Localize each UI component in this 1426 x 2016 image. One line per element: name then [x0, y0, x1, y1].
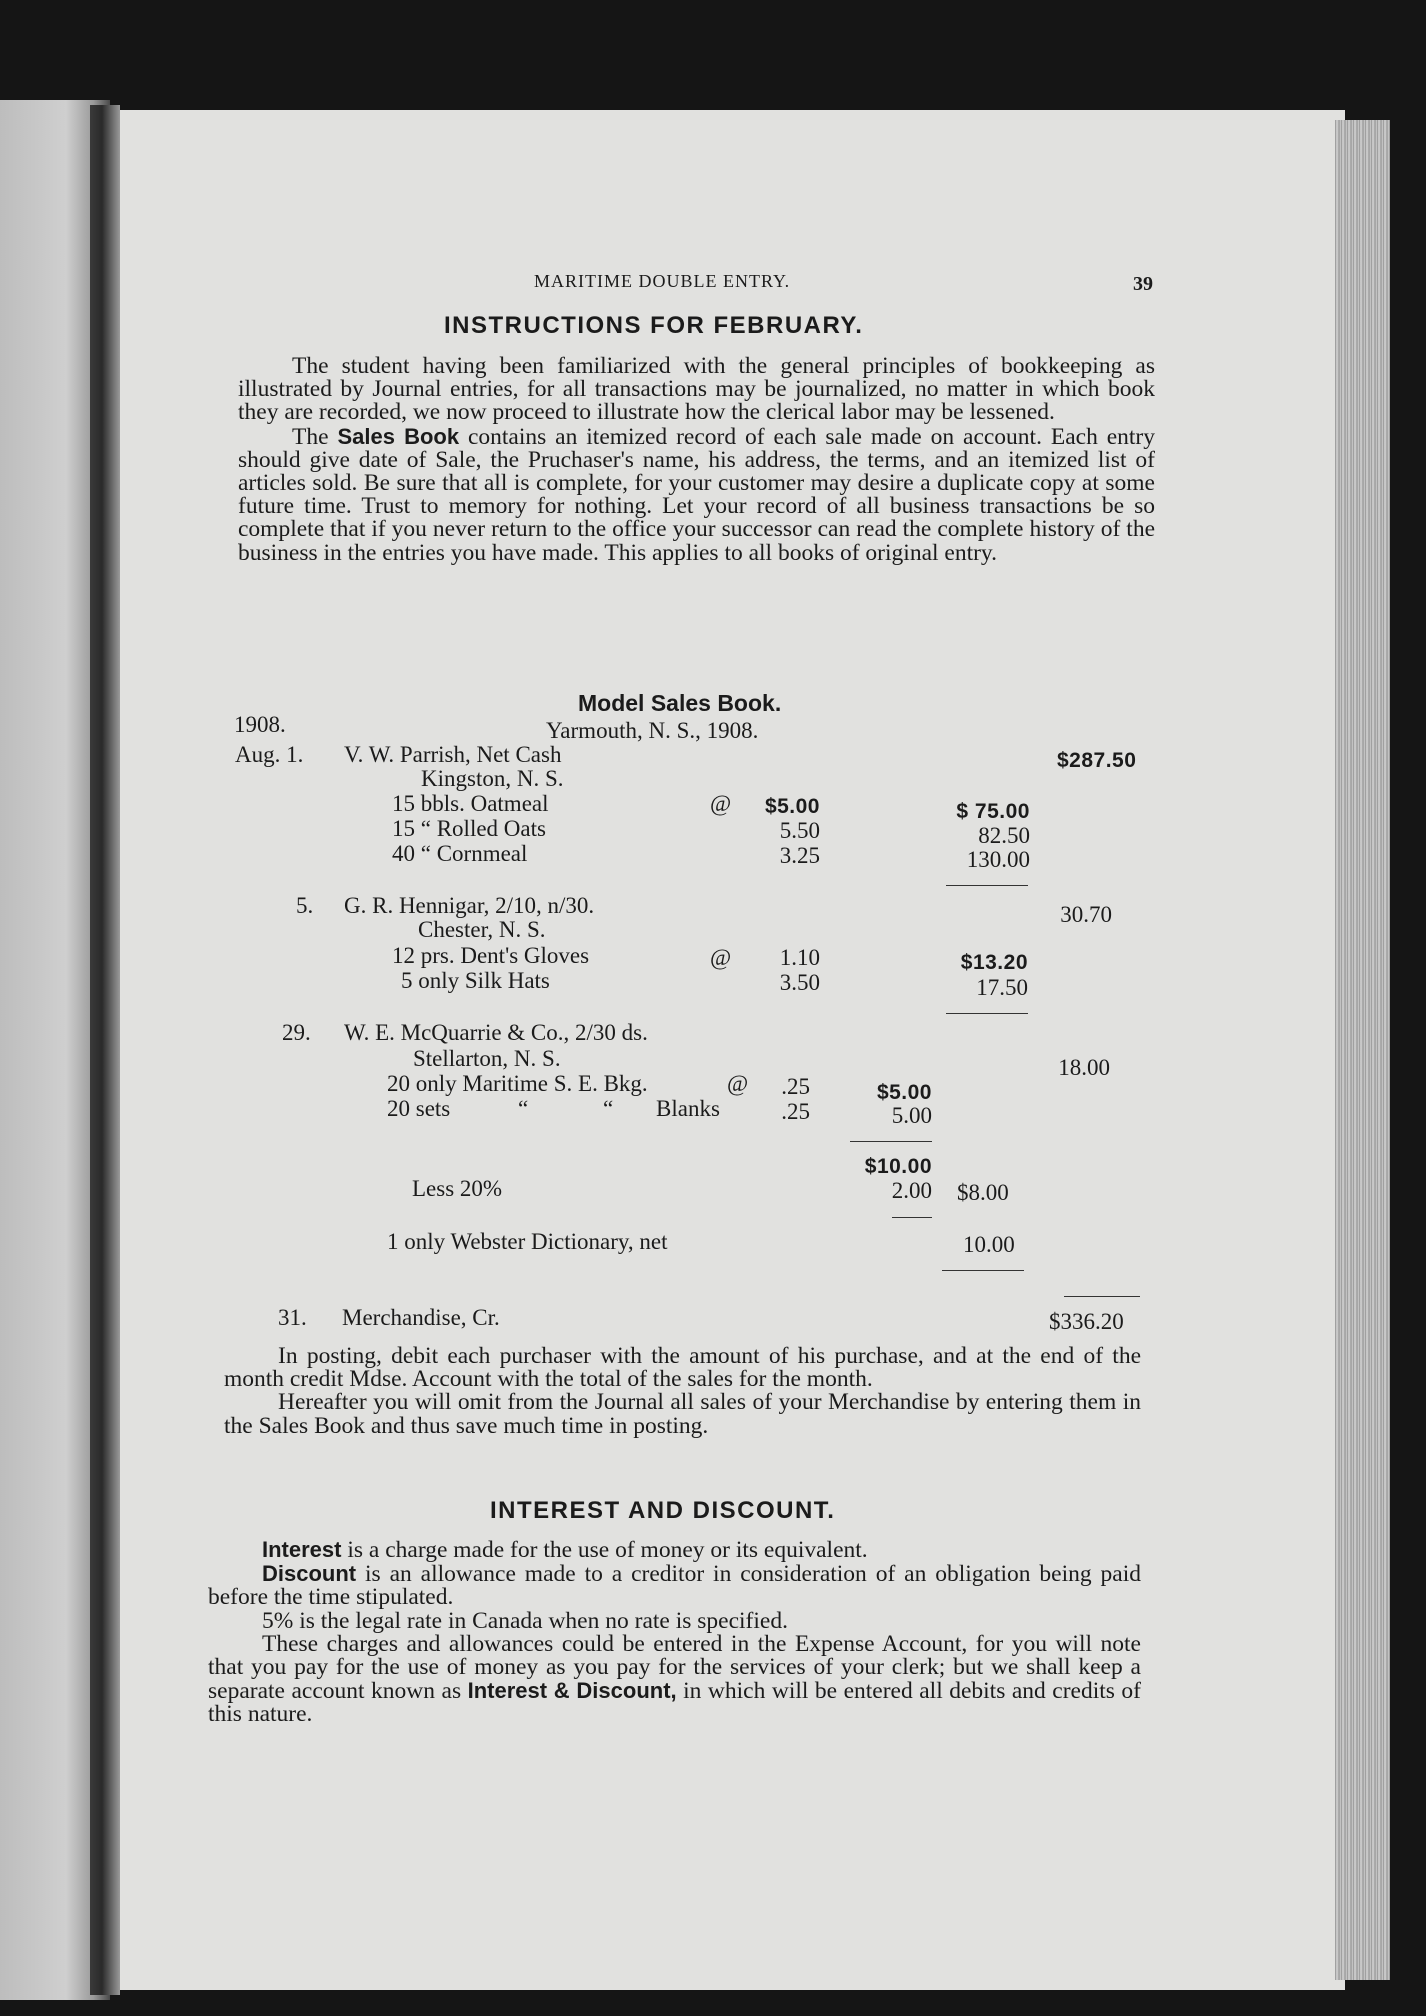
entry2-item2-desc: 5 only Silk Hats [401, 968, 550, 993]
entry3-subtotal: $10.00 [864, 1155, 932, 1178]
entry1-item2-price: 5.50 [779, 818, 820, 843]
entry1-address: Kingston, N. S. [421, 766, 564, 791]
entry2-item1-price: 1.10 [779, 945, 820, 970]
interest-paragraph-3: 5% is the legal rate in Canada when no rate is specified. [262, 1607, 788, 1634]
sales-book-place: Yarmouth, N. S., 1908. [546, 718, 759, 743]
entry1-date: Aug. 1. [235, 742, 304, 767]
sales-book-title: Model Sales Book. [578, 690, 782, 716]
entry1-item1-price: $5.00 [764, 795, 820, 818]
entry3-item2-ditto1: “ [518, 1096, 529, 1121]
entry3-sum-rule [942, 1270, 1024, 1271]
entry3-item1-subamount: $5.00 [876, 1081, 932, 1104]
entry2-item2-amount: 17.50 [976, 975, 1028, 1000]
entry1-item1-desc: 15 bbls. Oatmeal [392, 791, 549, 816]
entry3-less-label: Less 20% [412, 1176, 503, 1201]
interest-paragraph-1: Interest is a charge made for the use of money or its equivalent. [262, 1537, 868, 1563]
entry3-subtotal-rule [850, 1141, 932, 1142]
entry3-item1-price: .25 [781, 1074, 810, 1099]
entry1-item2-desc: 15 “ Rolled Oats [392, 816, 546, 841]
page-stack-edge [1335, 120, 1390, 1980]
entry3-item2-subamount: 5.00 [891, 1103, 932, 1128]
entry3-extra-item: 1 only Webster Dictionary, net [387, 1229, 668, 1254]
entry2-item1-desc: 12 prs. Dent's Gloves [392, 943, 590, 968]
closing-label: Merchandise, Cr. [342, 1305, 500, 1330]
sales-book-year: 1908. [234, 712, 286, 737]
entry3-item2-price: .25 [781, 1099, 810, 1124]
intro-paragraph-1: The student having been familiarized with the general principles of bookkeeping as illustrated by Journal entries, for all transactions may be journalized, no matter in which book they are recorded, we now proceed to illustrate how the clerical labor may be lessened. [238, 353, 1155, 426]
entry2-date: 5. [296, 893, 314, 918]
entry3-item2-ditto2: “ [603, 1096, 614, 1121]
entry1-item1-amount: $ 75.00 [956, 800, 1030, 823]
interest-heading: INTEREST AND DISCOUNT. [490, 1497, 836, 1524]
entry2-customer: G. R. Hennigar, 2/10, n/30. [344, 893, 595, 918]
entry3-total: 18.00 [1058, 1055, 1110, 1080]
sales-book-term: Sales Book [337, 423, 460, 449]
interest-paragraph-2: Discount is an allowance made to a creditor in consideration of an obligation being paid before the time stipulated. [208, 1561, 1141, 1611]
entry3-less-amount: 2.00 [891, 1178, 932, 1203]
entry1-item3-amount: 130.00 [966, 847, 1030, 872]
running-title: MARITIME DOUBLE ENTRY. [534, 271, 791, 291]
entry3-item1-desc: 20 only Maritime S. E. Bkg. [387, 1071, 648, 1096]
grand-total: $336.20 [1049, 1309, 1124, 1334]
entry2-item1-at: @ [710, 945, 732, 970]
posting-text [224, 1345, 1141, 1438]
entry2-sum-rule [946, 1013, 1028, 1014]
posting-paragraph-1: In posting, debit each purchaser with the amount of his purchase, and at the end of the month credit Mdse. Account with the total of the sales for the month. [224, 1343, 1141, 1393]
entry1-item3-price: 3.25 [779, 843, 820, 868]
entry3-address: Stellarton, N. S. [413, 1046, 561, 1071]
entry1-customer: V. W. Parrish, Net Cash [344, 742, 562, 767]
entry2-total: 30.70 [1060, 902, 1112, 927]
entry3-item2-desc2: Blanks [656, 1096, 720, 1121]
entry3-customer: W. E. McQuarrie & Co., 2/30 ds. [344, 1020, 648, 1045]
interest-text [208, 1538, 1141, 1727]
entry1-item1-at: @ [710, 791, 732, 816]
page-number: 39 [1133, 273, 1153, 295]
entry2-item1-amount: $13.20 [960, 951, 1028, 974]
entry1-total: $287.50 [1057, 749, 1137, 772]
entry3-extra-amount: 10.00 [963, 1232, 1015, 1257]
page-title: INSTRUCTIONS FOR FEBRUARY. [444, 312, 864, 339]
entry1-item2-amount: 82.50 [978, 823, 1030, 848]
entry2-address: Chester, N. S. [418, 917, 546, 942]
entry3-less-rule [892, 1217, 932, 1218]
posting-paragraph-2: Hereafter you will omit from the Journal all sales of your Merchandise by entering them in the Sales Book and thus save much time in posting. [224, 1389, 1141, 1439]
intro-paragraph-2: The Sales Book contains an itemized record of each sale made on account. Each entry should give date of Sale, the Pruchaser's name, his address, the terms, and an itemized list of articles sold. Be sure that all is complete, for your customer may desire a duplicate copy at some future time. Trust to memory for nothing. Let your record of all business transactions be so complete that if you never return to the office your successor can read the complete history of the business in the entries you have made. This applies to all books of original entry. [238, 423, 1155, 566]
entry2-item2-price: 3.50 [779, 970, 820, 995]
entry3-item1-at: @ [727, 1071, 749, 1096]
entry3-item2-desc: 20 sets [387, 1096, 451, 1121]
entry3-net-amount: $8.00 [957, 1180, 1009, 1205]
entry3-date: 29. [282, 1020, 311, 1045]
entry1-item3-desc: 40 “ Cornmeal [392, 841, 528, 866]
interest-paragraph-4: These charges and allowances could be entered in the Expense Account, for you will note that you pay for the use of money as you pay for the services of your clerk; but we shall keep a separate account known as Interest & Discount, in which will be entered all debits and credits of this nature. [208, 1630, 1141, 1728]
grand-total-rule [1064, 1296, 1140, 1297]
entry1-sum-rule [946, 885, 1028, 886]
book-gutter [90, 105, 120, 1995]
intro-text [238, 355, 1155, 565]
closing-date: 31. [278, 1305, 307, 1330]
